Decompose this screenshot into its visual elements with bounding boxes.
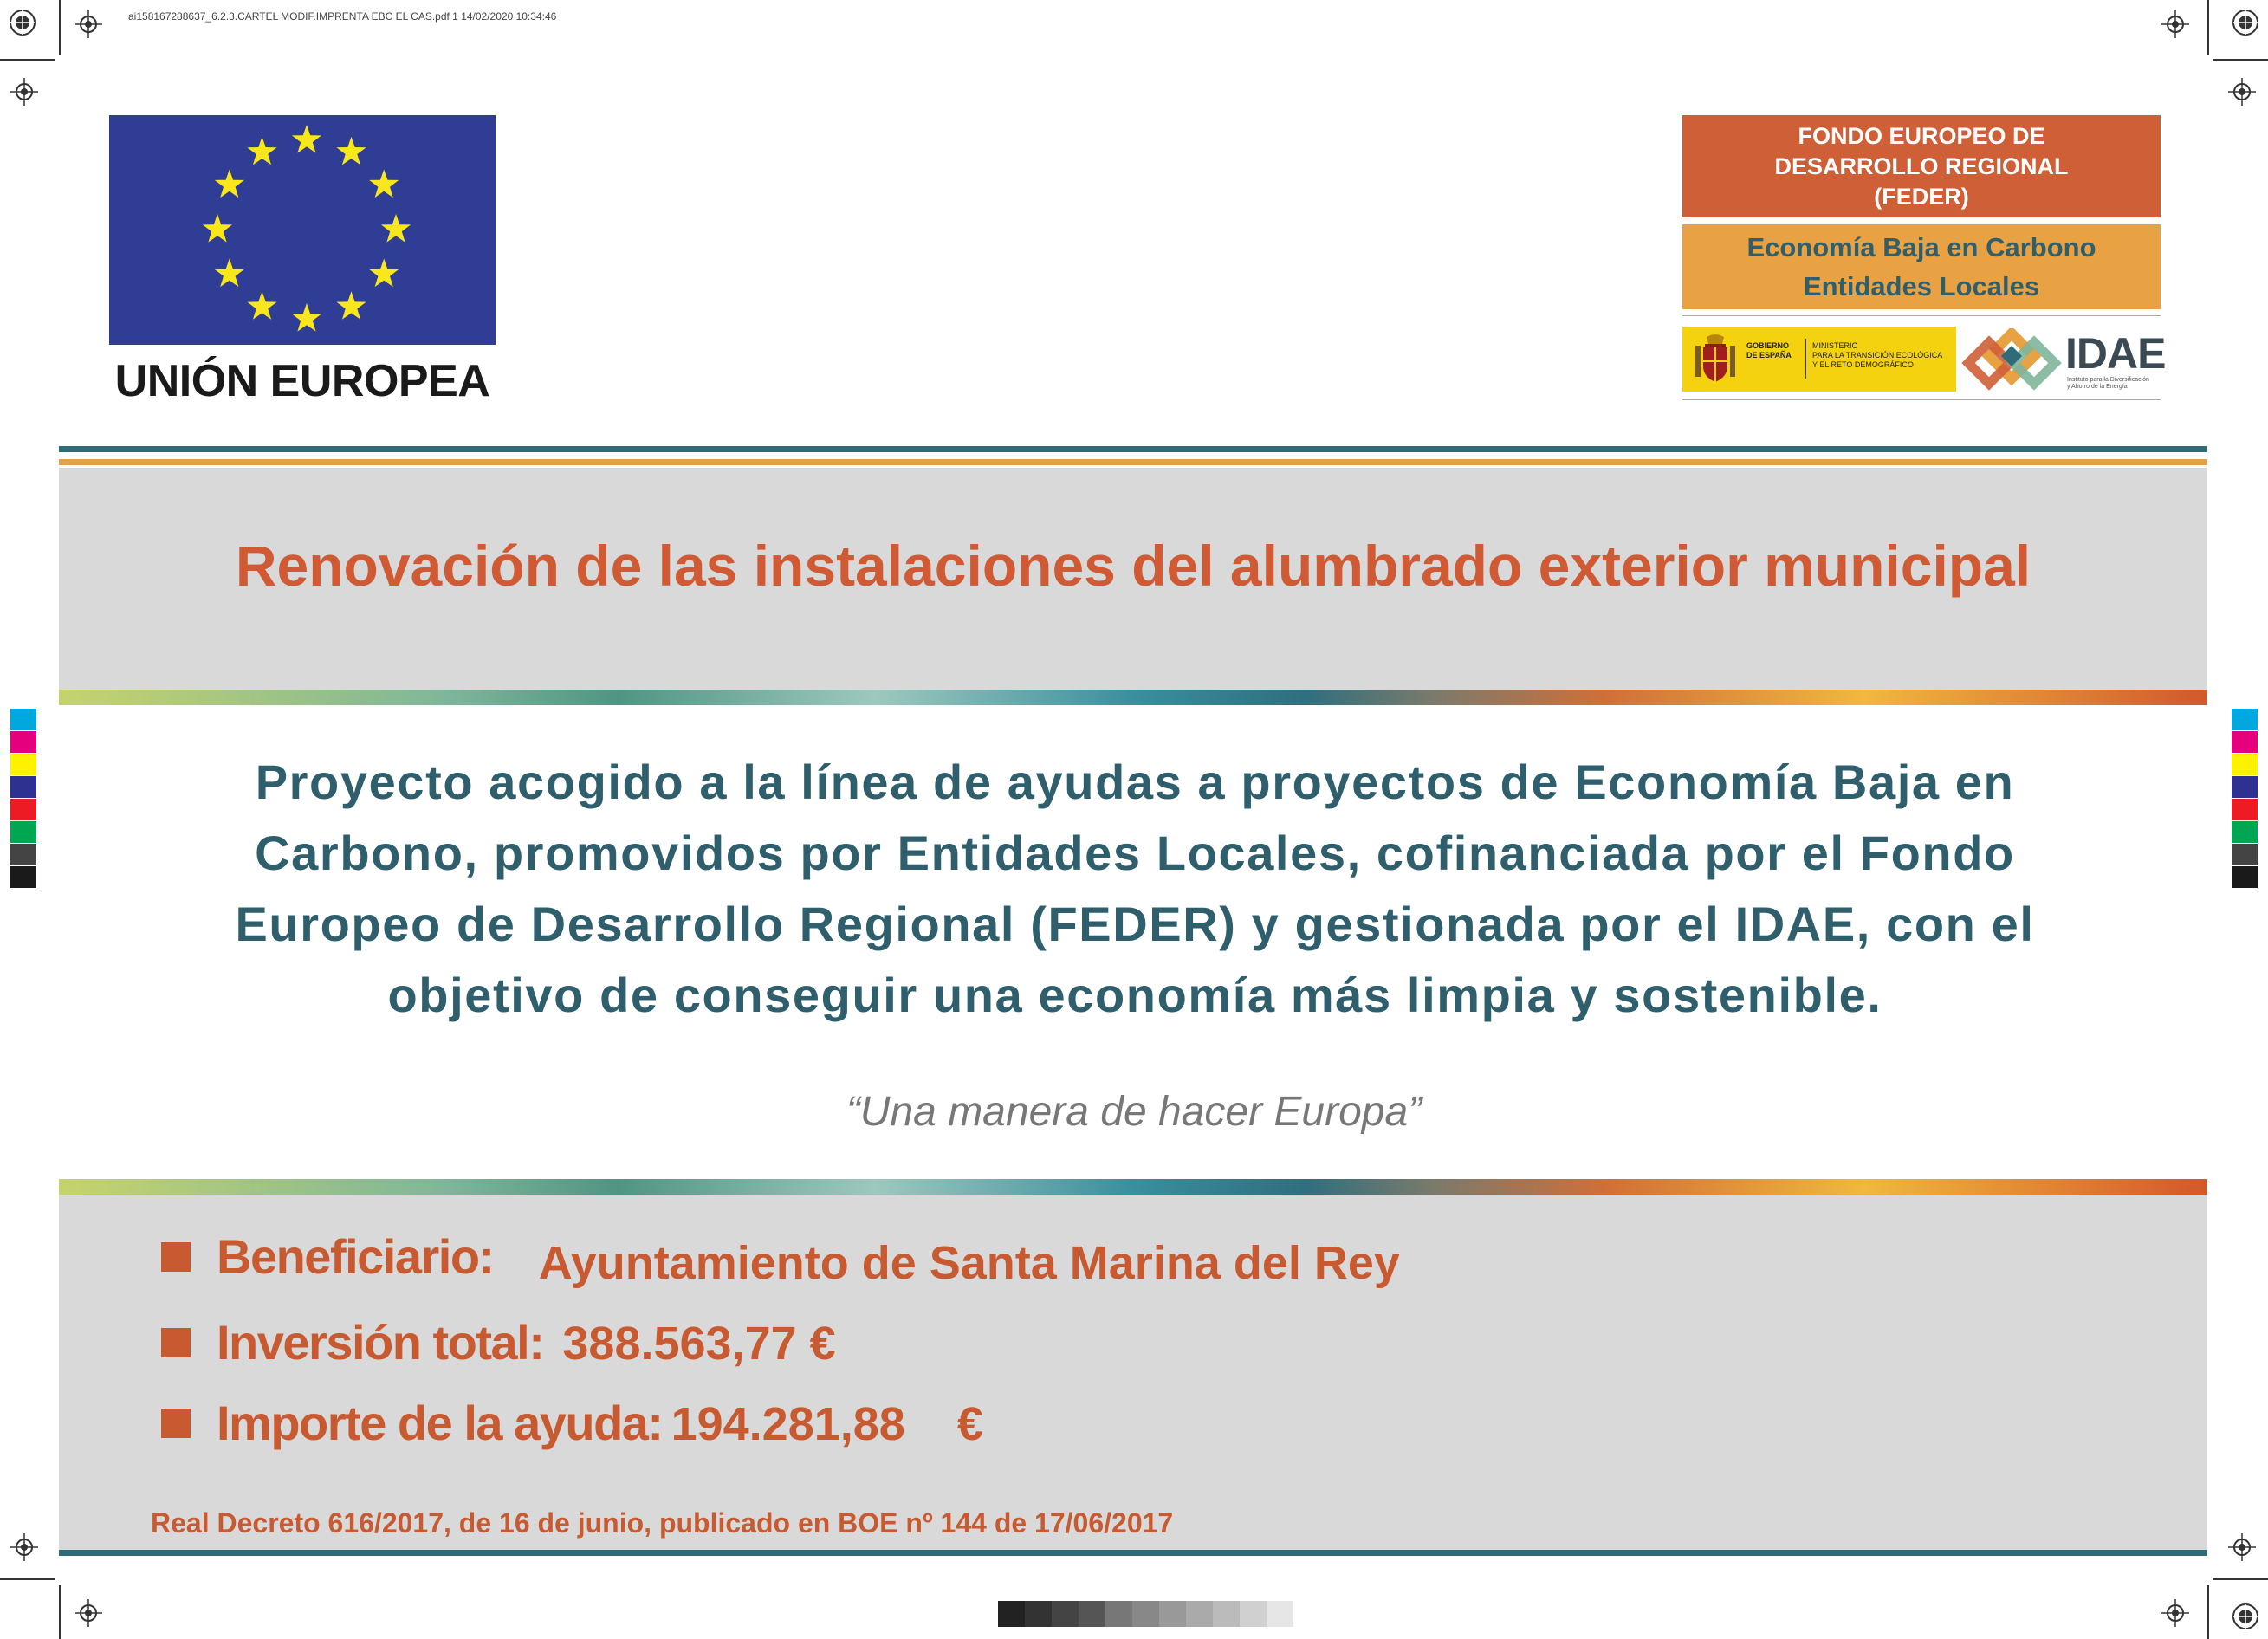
color-swatch <box>10 731 36 754</box>
gray-swatch <box>1105 1601 1132 1627</box>
gray-swatch <box>1267 1601 1293 1627</box>
idae-emblem-icon <box>1961 328 2062 391</box>
aid-row <box>161 1395 983 1451</box>
idae-name: IDAE <box>2065 329 2166 378</box>
crosshair-icon <box>10 78 38 106</box>
eu-star-icon <box>336 137 366 165</box>
print-color-bar <box>2232 709 2258 889</box>
eu-star-icon <box>247 137 276 165</box>
description-line: Proyecto acogido a la línea de ayudas a proyectos de Economía Baja en <box>255 755 2015 809</box>
sponsor-logos <box>1682 315 2166 400</box>
crop-mark <box>0 1578 55 1580</box>
ministry-line: Y EL RETO DEMOGRÁFICO <box>1812 360 1914 369</box>
program-line: Economía Baja en Carbono <box>1746 232 2096 262</box>
registration-mark-icon <box>2232 1603 2259 1630</box>
color-swatch <box>10 754 36 776</box>
color-swatch <box>10 709 36 731</box>
divider <box>1805 339 1806 379</box>
divider <box>59 1550 2207 1556</box>
bullet-square-icon <box>161 1328 191 1357</box>
beneficiary-value: Ayuntamiento de Santa Marina del Rey <box>538 1237 1400 1289</box>
gobierno-logo <box>1682 327 1956 392</box>
eu-star-icon <box>369 170 399 198</box>
eu-star-icon <box>215 259 244 288</box>
gray-swatch <box>1079 1601 1105 1627</box>
gobierno-line: GOBIERNO <box>1746 341 1790 350</box>
crop-mark <box>2207 1585 2209 1639</box>
crosshair-icon <box>75 10 102 38</box>
color-swatch <box>10 821 36 844</box>
registration-mark-icon <box>2232 9 2259 36</box>
registration-mark-icon <box>9 9 36 36</box>
color-swatch <box>2232 754 2258 776</box>
idae-logo <box>1961 327 2166 392</box>
crosshair-icon <box>75 1599 102 1627</box>
print-file-label: ai158167288637_6.2.3.CARTEL MODIF.IMPRENTA EBC EL CAS.pdf 1 14/02/2020 10:34:46 <box>128 10 557 23</box>
feder-line: FONDO EUROPEO DE <box>1798 122 2045 149</box>
description-line: objetivo de conseguir una economía más limpia y sostenible. <box>387 968 1882 1022</box>
color-swatch <box>2232 776 2258 799</box>
crop-mark <box>59 0 61 55</box>
beneficiary-label: Beneficiario: <box>217 1229 494 1284</box>
investment-row <box>161 1314 836 1370</box>
color-swatch <box>2232 844 2258 866</box>
eu-star-icon <box>381 214 411 243</box>
color-swatch <box>10 844 36 866</box>
coat-of-arms-icon <box>1693 332 1738 385</box>
crop-mark <box>2213 59 2268 61</box>
color-swatch <box>2232 821 2258 844</box>
bullet-square-icon <box>161 1409 191 1438</box>
eu-stars-icon <box>109 115 496 345</box>
eu-star-icon <box>336 291 366 320</box>
crosshair-icon <box>2161 1599 2189 1627</box>
investment-value: 388.563,77 € <box>562 1318 836 1370</box>
description-line: Carbono, promovidos por Entidades Locales, cofinanciada por el Fondo <box>255 826 2015 880</box>
eu-star-icon <box>215 170 244 198</box>
crop-mark <box>2213 1578 2268 1580</box>
program-box <box>1682 224 2161 309</box>
crop-mark <box>59 1585 61 1639</box>
idae-sub-line: Instituto para la Diversificación <box>2067 377 2149 383</box>
gray-swatch <box>1186 1601 1213 1627</box>
gobierno-line: DE ESPAÑA <box>1746 351 1792 360</box>
eu-star-icon <box>292 125 321 153</box>
legal-reference: Real Decreto 616/2017, de 16 de junio, publicado en BOE nº 144 de 17/06/2017 <box>151 1507 1174 1539</box>
eu-star-icon <box>292 303 321 332</box>
color-swatch <box>2232 709 2258 731</box>
eu-star-icon <box>369 259 399 288</box>
program-line: Entidades Locales <box>1803 271 2040 301</box>
project-description <box>130 747 2140 1031</box>
gray-swatch <box>1025 1601 1052 1627</box>
feder-line: (FEDER) <box>1874 183 1969 210</box>
ministry-line: MINISTERIO <box>1812 341 1858 350</box>
color-swatch <box>10 799 36 821</box>
feder-line: DESARROLLO REGIONAL <box>1774 152 2069 179</box>
gray-swatch <box>1132 1601 1159 1627</box>
color-swatch <box>2232 731 2258 754</box>
color-swatch <box>2232 866 2258 889</box>
color-swatch <box>10 866 36 889</box>
gray-swatch <box>1213 1601 1240 1627</box>
bullet-square-icon <box>161 1242 191 1272</box>
divider <box>59 459 2207 465</box>
investment-label: Inversión total: <box>217 1315 544 1370</box>
gradient-divider <box>59 690 2207 705</box>
description-line: Europeo de Desarrollo Regional (FEDER) y gestionada por el IDAE, con el <box>235 897 2035 951</box>
divider <box>59 446 2207 452</box>
crosshair-icon <box>2228 1533 2256 1561</box>
crosshair-icon <box>10 1533 38 1561</box>
gray-swatch <box>1052 1601 1079 1627</box>
slogan: “Una manera de hacer Europa” <box>846 1089 1422 1135</box>
color-swatch <box>2232 799 2258 821</box>
crosshair-icon <box>2228 78 2256 106</box>
idae-sub-line: y Ahorro de la Energía <box>2067 384 2128 390</box>
aid-label: Importe de la ayuda: <box>217 1396 663 1450</box>
page-title: Renovación de las instalaciones del alumbrado exterior municipal <box>235 534 2031 598</box>
crosshair-icon <box>2161 10 2189 38</box>
eu-flag <box>109 115 496 345</box>
eu-star-icon <box>203 214 232 243</box>
gray-swatch <box>1240 1601 1267 1627</box>
print-color-bar <box>10 709 36 889</box>
feder-box <box>1682 115 2161 217</box>
crop-mark <box>0 59 55 61</box>
eu-label: UNIÓN EUROPEA <box>114 356 490 406</box>
gray-swatch <box>998 1601 1025 1627</box>
beneficiary-row <box>161 1228 1400 1289</box>
eu-star-icon <box>247 291 276 320</box>
print-gray-scale <box>998 1601 1293 1627</box>
crop-mark <box>2207 0 2209 55</box>
gray-swatch <box>1159 1601 1186 1627</box>
ministry-line: PARA LA TRANSICIÓN ECOLÓGICA <box>1812 351 1943 360</box>
aid-value: 194.281,88 € <box>671 1398 983 1450</box>
gradient-divider <box>59 1179 2207 1195</box>
color-swatch <box>10 776 36 799</box>
